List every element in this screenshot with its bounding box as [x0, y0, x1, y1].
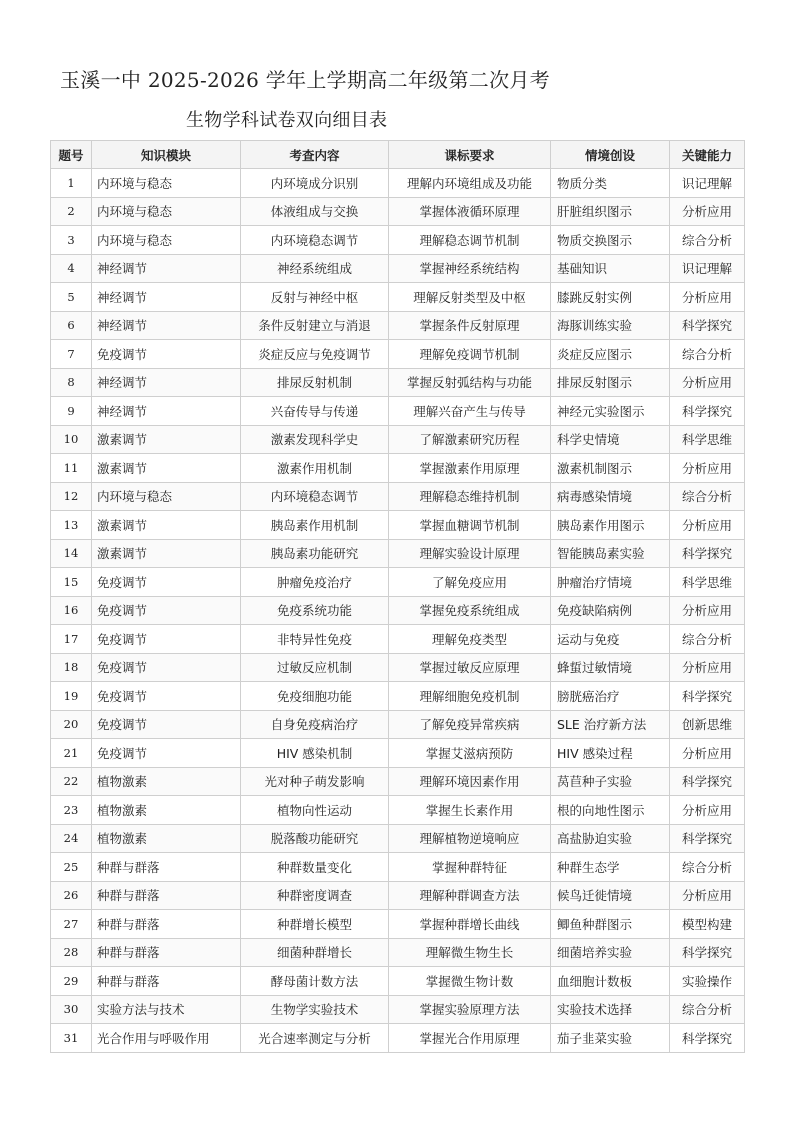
question-no-cell: 2: [51, 197, 92, 226]
scenario-cell: 实验技术选择: [551, 995, 670, 1024]
header-curriculum-requirement: 课标要求: [389, 141, 551, 169]
module-cell: 植物激素: [92, 824, 241, 853]
module-cell: 神经调节: [92, 397, 241, 426]
module-cell: 神经调节: [92, 368, 241, 397]
content-cell: 脱落酸功能研究: [241, 824, 389, 853]
scenario-cell: 种群生态学: [551, 853, 670, 882]
module-cell: 种群与群落: [92, 853, 241, 882]
requirement-cell: 掌握体液循环原理: [389, 197, 551, 226]
ability-cell: 科学探究: [670, 824, 745, 853]
module-cell: 植物激素: [92, 767, 241, 796]
module-cell: 实验方法与技术: [92, 995, 241, 1024]
ability-cell: 分析应用: [670, 511, 745, 540]
question-no-cell: 19: [51, 682, 92, 711]
question-no-cell: 15: [51, 568, 92, 597]
module-cell: 激素调节: [92, 511, 241, 540]
detail-table: [50, 140, 745, 1053]
scenario-cell: SLE 治疗新方法: [551, 710, 670, 739]
table-row: [51, 169, 745, 198]
content-cell: 内环境成分识别: [241, 169, 389, 198]
table-row: [51, 910, 745, 939]
content-cell: 酵母菌计数方法: [241, 967, 389, 996]
content-cell: 激素作用机制: [241, 454, 389, 483]
ability-cell: 分析应用: [670, 197, 745, 226]
module-cell: 免疫调节: [92, 596, 241, 625]
ability-cell: 综合分析: [670, 340, 745, 369]
question-no-cell: 23: [51, 796, 92, 825]
content-cell: 自身免疫病治疗: [241, 710, 389, 739]
table-row: [51, 454, 745, 483]
module-cell: 植物激素: [92, 796, 241, 825]
content-cell: 排尿反射机制: [241, 368, 389, 397]
scenario-cell: 病毒感染情境: [551, 482, 670, 511]
question-no-cell: 30: [51, 995, 92, 1024]
table-row: [51, 311, 745, 340]
table-row: [51, 938, 745, 967]
module-cell: 种群与群落: [92, 881, 241, 910]
ability-cell: 科学探究: [670, 767, 745, 796]
table-row: [51, 226, 745, 255]
requirement-cell: 掌握免疫系统组成: [389, 596, 551, 625]
scenario-cell: 候鸟迁徙情境: [551, 881, 670, 910]
scenario-cell: 物质交换图示: [551, 226, 670, 255]
content-cell: 光对种子萌发影响: [241, 767, 389, 796]
table-row: [51, 254, 745, 283]
table-row: [51, 340, 745, 369]
module-cell: 神经调节: [92, 311, 241, 340]
content-cell: 条件反射建立与消退: [241, 311, 389, 340]
content-cell: 非特异性免疫: [241, 625, 389, 654]
requirement-cell: 理解免疫调节机制: [389, 340, 551, 369]
table-row: [51, 596, 745, 625]
content-cell: 胰岛素作用机制: [241, 511, 389, 540]
requirement-cell: 掌握血糖调节机制: [389, 511, 551, 540]
requirement-cell: 理解兴奋产生与传导: [389, 397, 551, 426]
question-no-cell: 26: [51, 881, 92, 910]
ability-cell: 科学探究: [670, 539, 745, 568]
requirement-cell: 掌握激素作用原理: [389, 454, 551, 483]
ability-cell: 分析应用: [670, 596, 745, 625]
content-cell: 激素发现科学史: [241, 425, 389, 454]
scenario-cell: 茄子韭菜实验: [551, 1024, 670, 1053]
question-no-cell: 10: [51, 425, 92, 454]
question-no-cell: 11: [51, 454, 92, 483]
requirement-cell: 掌握实验原理方法: [389, 995, 551, 1024]
module-cell: 神经调节: [92, 283, 241, 312]
module-cell: 内环境与稳态: [92, 197, 241, 226]
content-cell: 兴奋传导与传递: [241, 397, 389, 426]
ability-cell: 分析应用: [670, 739, 745, 768]
table-row: [51, 197, 745, 226]
ability-cell: 分析应用: [670, 368, 745, 397]
requirement-cell: 理解植物逆境响应: [389, 824, 551, 853]
table-row: [51, 824, 745, 853]
ability-cell: 科学探究: [670, 682, 745, 711]
ability-cell: 综合分析: [670, 853, 745, 882]
scenario-cell: 神经元实验图示: [551, 397, 670, 426]
content-cell: 体液组成与交换: [241, 197, 389, 226]
scenario-cell: 蜂蜇过敏情境: [551, 653, 670, 682]
page-subtitle: 生物学科试卷双向细目表: [186, 110, 388, 131]
question-no-cell: 6: [51, 311, 92, 340]
table-body: [51, 169, 745, 1053]
scenario-cell: 运动与免疫: [551, 625, 670, 654]
scenario-cell: 肝脏组织图示: [551, 197, 670, 226]
requirement-cell: 掌握生长素作用: [389, 796, 551, 825]
module-cell: 种群与群落: [92, 910, 241, 939]
requirement-cell: 理解细胞免疫机制: [389, 682, 551, 711]
question-no-cell: 18: [51, 653, 92, 682]
question-no-cell: 8: [51, 368, 92, 397]
requirement-cell: 掌握神经系统结构: [389, 254, 551, 283]
requirement-cell: 掌握光合作用原理: [389, 1024, 551, 1053]
content-cell: 内环境稳态调节: [241, 226, 389, 255]
content-cell: 神经系统组成: [241, 254, 389, 283]
scenario-cell: 基础知识: [551, 254, 670, 283]
ability-cell: 综合分析: [670, 226, 745, 255]
question-no-cell: 1: [51, 169, 92, 198]
ability-cell: 科学探究: [670, 311, 745, 340]
ability-cell: 科学探究: [670, 397, 745, 426]
module-cell: 免疫调节: [92, 568, 241, 597]
question-no-cell: 27: [51, 910, 92, 939]
content-cell: 炎症反应与免疫调节: [241, 340, 389, 369]
question-no-cell: 20: [51, 710, 92, 739]
table-row: [51, 710, 745, 739]
question-no-cell: 5: [51, 283, 92, 312]
module-cell: 免疫调节: [92, 739, 241, 768]
requirement-cell: 了解免疫应用: [389, 568, 551, 597]
ability-cell: 模型构建: [670, 910, 745, 939]
question-no-cell: 31: [51, 1024, 92, 1053]
table-row: [51, 967, 745, 996]
module-cell: 神经调节: [92, 254, 241, 283]
requirement-cell: 掌握过敏反应原理: [389, 653, 551, 682]
content-cell: 肿瘤免疫治疗: [241, 568, 389, 597]
module-cell: 激素调节: [92, 454, 241, 483]
table-row: [51, 397, 745, 426]
ability-cell: 分析应用: [670, 653, 745, 682]
ability-cell: 识记理解: [670, 169, 745, 198]
table-row: [51, 881, 745, 910]
scenario-cell: 排尿反射图示: [551, 368, 670, 397]
ability-cell: 识记理解: [670, 254, 745, 283]
question-no-cell: 28: [51, 938, 92, 967]
table-row: [51, 796, 745, 825]
table-row: [51, 767, 745, 796]
ability-cell: 综合分析: [670, 482, 745, 511]
content-cell: 过敏反应机制: [241, 653, 389, 682]
ability-cell: 分析应用: [670, 796, 745, 825]
table-row: [51, 853, 745, 882]
ability-cell: 创新思维: [670, 710, 745, 739]
requirement-cell: 了解免疫异常疾病: [389, 710, 551, 739]
requirement-cell: 理解种群调查方法: [389, 881, 551, 910]
scenario-cell: HIV 感染过程: [551, 739, 670, 768]
question-no-cell: 14: [51, 539, 92, 568]
question-no-cell: 25: [51, 853, 92, 882]
requirement-cell: 掌握微生物计数: [389, 967, 551, 996]
scenario-cell: 高盐胁迫实验: [551, 824, 670, 853]
header-scenario: 情境创设: [551, 141, 670, 169]
content-cell: 种群密度调查: [241, 881, 389, 910]
requirement-cell: 了解激素研究历程: [389, 425, 551, 454]
table-row: [51, 653, 745, 682]
header-key-ability: 关键能力: [670, 141, 745, 169]
module-cell: 激素调节: [92, 425, 241, 454]
scenario-cell: 免疫缺陷病例: [551, 596, 670, 625]
scenario-cell: 膀胱癌治疗: [551, 682, 670, 711]
scenario-cell: 智能胰岛素实验: [551, 539, 670, 568]
table-row: [51, 425, 745, 454]
question-no-cell: 17: [51, 625, 92, 654]
content-cell: 生物学实验技术: [241, 995, 389, 1024]
ability-cell: 科学探究: [670, 938, 745, 967]
ability-cell: 科学思维: [670, 425, 745, 454]
scenario-cell: 激素机制图示: [551, 454, 670, 483]
module-cell: 免疫调节: [92, 625, 241, 654]
requirement-cell: 理解反射类型及中枢: [389, 283, 551, 312]
question-no-cell: 21: [51, 739, 92, 768]
ability-cell: 分析应用: [670, 283, 745, 312]
table-row: [51, 1024, 745, 1053]
content-cell: HIV 感染机制: [241, 739, 389, 768]
scenario-cell: 肿瘤治疗情境: [551, 568, 670, 597]
header-exam-content: 考查内容: [241, 141, 389, 169]
question-no-cell: 22: [51, 767, 92, 796]
module-cell: 种群与群落: [92, 967, 241, 996]
page-title: 玉溪一中 2025-2026 学年上学期高二年级第二次月考: [60, 68, 550, 92]
table-row: [51, 568, 745, 597]
requirement-cell: 掌握条件反射原理: [389, 311, 551, 340]
module-cell: 免疫调节: [92, 710, 241, 739]
module-cell: 激素调节: [92, 539, 241, 568]
table-row: [51, 995, 745, 1024]
content-cell: 植物向性运动: [241, 796, 389, 825]
content-cell: 胰岛素功能研究: [241, 539, 389, 568]
requirement-cell: 理解稳态维持机制: [389, 482, 551, 511]
module-cell: 免疫调节: [92, 682, 241, 711]
requirement-cell: 理解实验设计原理: [389, 539, 551, 568]
question-no-cell: 24: [51, 824, 92, 853]
table-header-row: [51, 141, 745, 169]
requirement-cell: 理解微生物生长: [389, 938, 551, 967]
question-no-cell: 29: [51, 967, 92, 996]
content-cell: 免疫细胞功能: [241, 682, 389, 711]
ability-cell: 科学思维: [670, 568, 745, 597]
module-cell: 种群与群落: [92, 938, 241, 967]
content-cell: 免疫系统功能: [241, 596, 389, 625]
question-no-cell: 16: [51, 596, 92, 625]
content-cell: 种群数量变化: [241, 853, 389, 882]
requirement-cell: 理解内环境组成及功能: [389, 169, 551, 198]
content-cell: 光合速率测定与分析: [241, 1024, 389, 1053]
scenario-cell: 莴苣种子实验: [551, 767, 670, 796]
scenario-cell: 膝跳反射实例: [551, 283, 670, 312]
table-row: [51, 539, 745, 568]
module-cell: 内环境与稳态: [92, 482, 241, 511]
content-cell: 反射与神经中枢: [241, 283, 389, 312]
ability-cell: 分析应用: [670, 454, 745, 483]
ability-cell: 分析应用: [670, 881, 745, 910]
requirement-cell: 掌握种群特征: [389, 853, 551, 882]
question-no-cell: 3: [51, 226, 92, 255]
ability-cell: 综合分析: [670, 995, 745, 1024]
ability-cell: 综合分析: [670, 625, 745, 654]
scenario-cell: 科学史情境: [551, 425, 670, 454]
question-no-cell: 9: [51, 397, 92, 426]
module-cell: 内环境与稳态: [92, 169, 241, 198]
scenario-cell: 鲫鱼种群图示: [551, 910, 670, 939]
header-knowledge-module: 知识模块: [92, 141, 241, 169]
scenario-cell: 炎症反应图示: [551, 340, 670, 369]
requirement-cell: 掌握反射弧结构与功能: [389, 368, 551, 397]
scenario-cell: 胰岛素作用图示: [551, 511, 670, 540]
requirement-cell: 理解稳态调节机制: [389, 226, 551, 255]
question-no-cell: 7: [51, 340, 92, 369]
question-no-cell: 4: [51, 254, 92, 283]
module-cell: 免疫调节: [92, 653, 241, 682]
scenario-cell: 物质分类: [551, 169, 670, 198]
question-no-cell: 13: [51, 511, 92, 540]
table-row: [51, 368, 745, 397]
scenario-cell: 细菌培养实验: [551, 938, 670, 967]
module-cell: 光合作用与呼吸作用: [92, 1024, 241, 1053]
table-row: [51, 482, 745, 511]
table-row: [51, 511, 745, 540]
table-row: [51, 682, 745, 711]
module-cell: 免疫调节: [92, 340, 241, 369]
module-cell: 内环境与稳态: [92, 226, 241, 255]
ability-cell: 实验操作: [670, 967, 745, 996]
table-row: [51, 283, 745, 312]
content-cell: 内环境稳态调节: [241, 482, 389, 511]
scenario-cell: 血细胞计数板: [551, 967, 670, 996]
scenario-cell: 海豚训练实验: [551, 311, 670, 340]
requirement-cell: 理解免疫类型: [389, 625, 551, 654]
scenario-cell: 根的向地性图示: [551, 796, 670, 825]
content-cell: 细菌种群增长: [241, 938, 389, 967]
content-cell: 种群增长模型: [241, 910, 389, 939]
table-row: [51, 739, 745, 768]
requirement-cell: 掌握艾滋病预防: [389, 739, 551, 768]
ability-cell: 科学探究: [670, 1024, 745, 1053]
table-row: [51, 625, 745, 654]
header-question-no: 题号: [51, 141, 92, 169]
question-no-cell: 12: [51, 482, 92, 511]
requirement-cell: 理解环境因素作用: [389, 767, 551, 796]
requirement-cell: 掌握种群增长曲线: [389, 910, 551, 939]
